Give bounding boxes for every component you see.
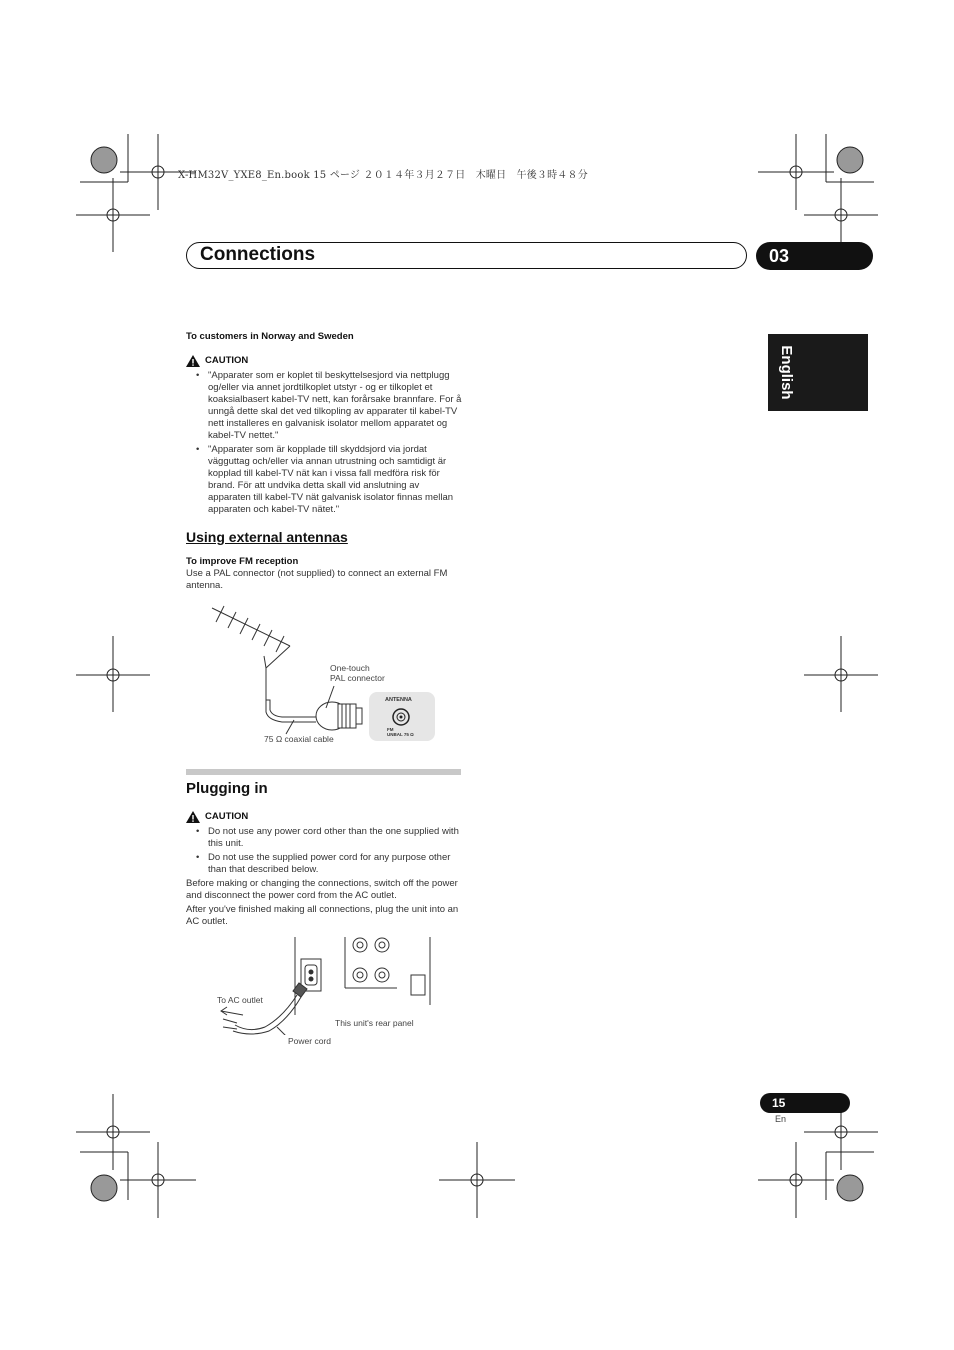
plugging-para-2: After you've finished making all connections, plug the unit into an AC outlet. — [186, 904, 459, 927]
norway-heading: To customers in Norway and Sweden — [186, 331, 354, 342]
antenna-diagram — [186, 600, 462, 750]
list-item: • "Apparater som är kopplade till skyddsjord via jordat vägguttag och/eller via annan utrustning och samtidigt är kopplad till kabel-TV nät kan i vissa fall medföra risk för brand. För att undvika detta skall vid anslutning av apparaten till kabel-TV nät galvanisk isolator finnas mellan apparaten och kabel-TV nätet." — [186, 444, 462, 516]
power-cord-label: Power cord — [288, 1036, 331, 1046]
caution-label: CAUTION — [205, 355, 249, 366]
panel-title: ANTENNA — [385, 697, 412, 703]
language-tab — [768, 334, 868, 411]
rear-panel-label: This unit's rear panel — [335, 1018, 414, 1028]
print-header: X-HM32V_YXE8_En.book 15 ページ ２０１４年３月２７日 木曜日 午後３時４８分 — [178, 170, 588, 181]
cable-label: 75 Ω coaxial cable — [264, 734, 334, 744]
panel-unbal: UNBAL 75 Ω — [387, 732, 414, 737]
caution-label: CAUTION — [205, 811, 249, 822]
language-label: English — [778, 345, 795, 400]
antennas-heading: Using external antennas — [186, 529, 348, 545]
ac-outlet-label: To AC outlet — [217, 995, 263, 1005]
panel-fm: FM — [387, 727, 394, 732]
norway-caution — [186, 355, 462, 367]
section-divider — [186, 769, 461, 775]
list-item: • "Apparater som er koplet til beskyttelsesjord via nettplugg og/eller via annet jordtilkoplet utstyr - og er tilkoplet et koaksialbasert kabel-TV nett, kan forårsake brannfare. For å unngå dette skal det ved tilkopling av apparater til kabel-TV nett installeres en galvanisk isolator mellom apparatet og kabel-TV nettet." — [186, 370, 462, 442]
plugging-caution — [186, 811, 462, 823]
plugging-para-1: Before making or changing the connections, switch off the power and disconnect the power cord from the AC outlet. — [186, 878, 458, 901]
connector-label-1: One-touch — [330, 663, 370, 673]
plugging-bullets — [186, 826, 462, 876]
warning-icon — [186, 355, 200, 367]
chapter-tab: 03 — [756, 242, 873, 270]
plugging-heading: Plugging in — [186, 780, 268, 797]
list-item: • Do not use the supplied power cord for any purpose other than that described below. — [186, 852, 462, 876]
page-number: 15 — [760, 1093, 850, 1113]
fm-body: Use a PAL connector (not supplied) to connect an external FM antenna. — [186, 568, 448, 591]
fm-subheading: To improve FM reception — [186, 556, 299, 567]
connector-label-2: PAL connector — [330, 673, 385, 683]
norway-bullets — [186, 370, 462, 516]
warning-icon — [186, 811, 200, 823]
page-language: En — [775, 1114, 787, 1124]
page-title: Connections — [200, 244, 316, 265]
list-item: • Do not use any power cord other than the one supplied with this unit. — [186, 826, 462, 850]
